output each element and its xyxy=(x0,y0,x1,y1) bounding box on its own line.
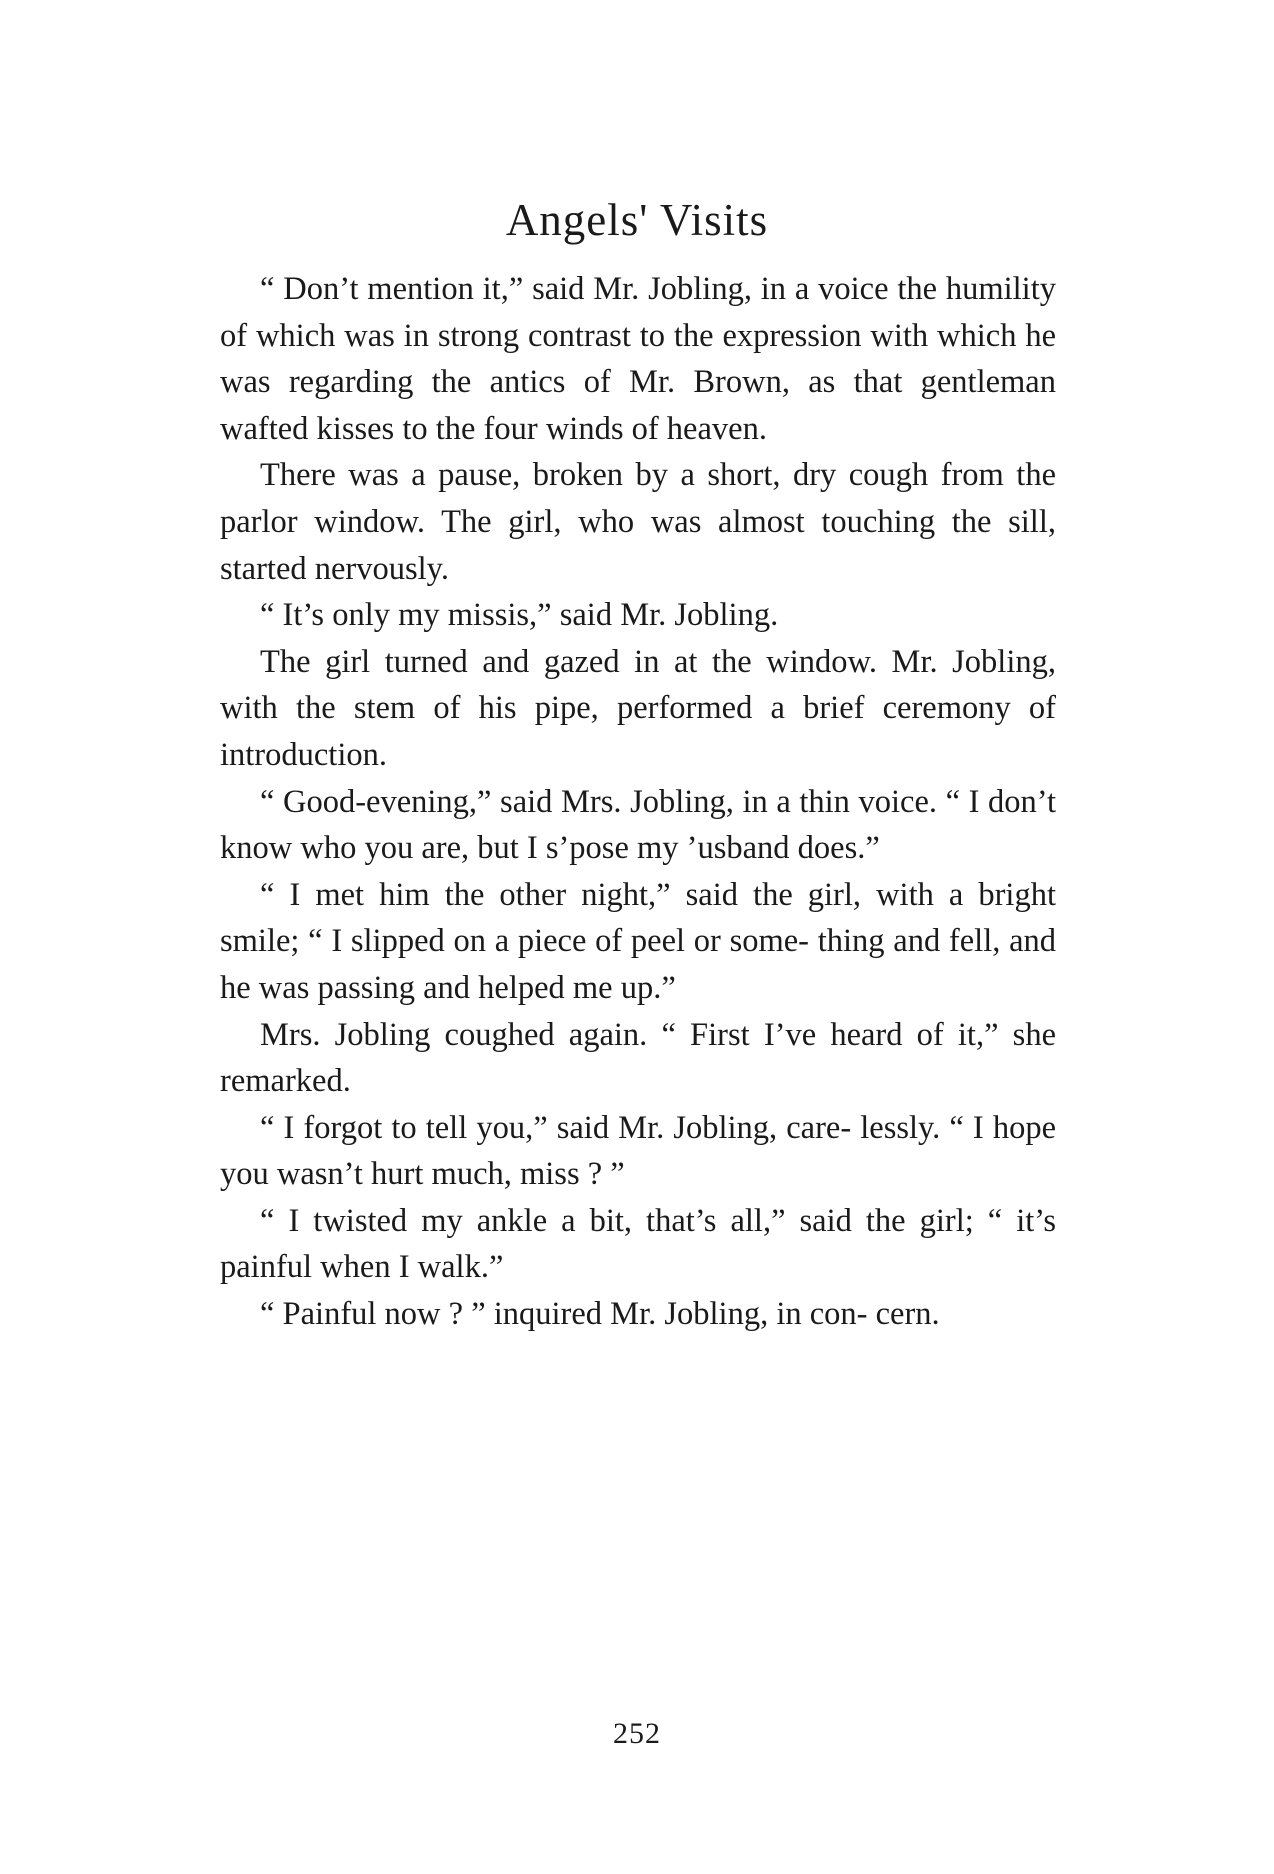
paragraph: “ I twisted my ankle a bit, that’s all,” said the girl; “ it’s painful when I walk.” xyxy=(220,1202,1056,1286)
page-number: 252 xyxy=(613,1717,661,1750)
paragraph: “ It’s only my missis,” said Mr. Jobling. xyxy=(260,597,779,634)
body-text xyxy=(220,266,1056,1338)
paragraph: “ I met him the other night,” said the girl, with a bright smile; “ I slipped on a piece of peel or some- thing and fell, and he was passing and helped me up.” xyxy=(220,876,1056,1006)
paragraph: “ Don’t mention it,” said Mr. Jobling, in a voice the humility of which was in strong contrast to the expression with which he was regarding the antics of Mr. Brown, as that gentleman wafted kisses to the four winds of heaven. xyxy=(220,271,1056,447)
paragraph: The girl turned and gazed in at the window. Mr. Jobling, with the stem of his pipe, performed a brief ceremony of introduction. xyxy=(220,643,1056,773)
paragraph: “ Painful now ? ” inquired Mr. Jobling, in con- cern. xyxy=(260,1296,940,1333)
paragraph: “ I forgot to tell you,” said Mr. Jobling, care- lessly. “ I hope you wasn’t hurt much, miss ? ” xyxy=(220,1109,1056,1193)
paragraph: “ Good-evening,” said Mrs. Jobling, in a thin voice. “ I don’t know who you are, but I s’pose my ’usband does.” xyxy=(220,783,1056,867)
running-head: Angels' Visits xyxy=(505,195,769,245)
paragraph: Mrs. Jobling coughed again. “ First I’ve heard of it,” she remarked. xyxy=(220,1016,1056,1100)
paragraph: There was a pause, broken by a short, dry cough from the parlor window. The girl, who was almost touching the sill, started nervously. xyxy=(220,457,1056,587)
